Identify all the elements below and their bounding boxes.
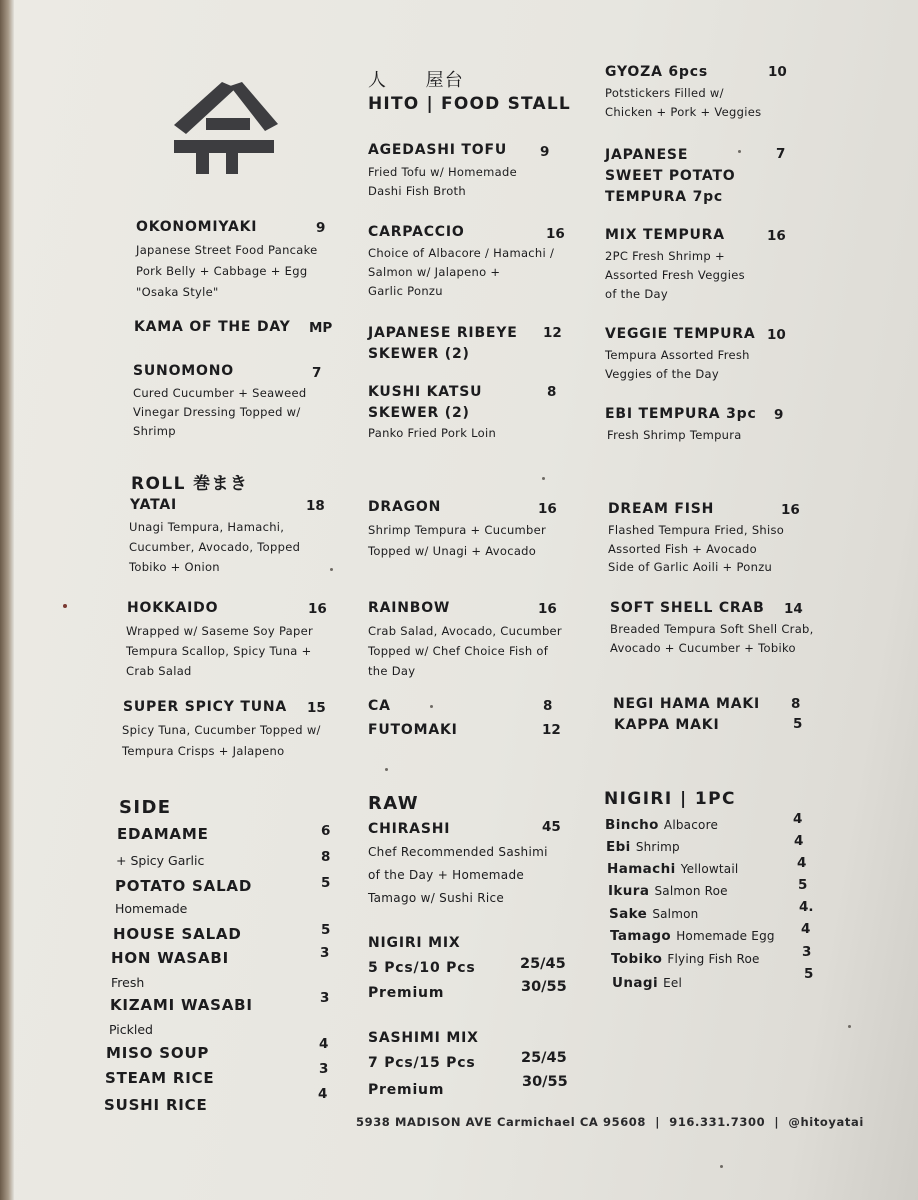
- item-name: DREAM FISH: [608, 501, 715, 517]
- side-item-name: EDAMAME: [117, 825, 209, 843]
- item-price: 16: [546, 226, 565, 242]
- item-desc: Potstickers Filled w/ Chicken + Pork + Veggies: [605, 86, 762, 119]
- item-name: OKONOMIYAKI: [136, 219, 258, 235]
- raw-item-name: NIGIRI MIX: [368, 935, 461, 951]
- raw-row-label: 7 Pcs/15 Pcs: [368, 1055, 476, 1071]
- raw-item-name: CHIRASHI: [368, 821, 451, 837]
- item-price: 16: [767, 228, 786, 244]
- paper-speck: [848, 1025, 851, 1028]
- item-name: CA: [368, 698, 391, 714]
- page-title: HITO | FOOD STALL: [368, 94, 571, 114]
- item-price: 7: [776, 146, 786, 162]
- section-heading-nigiri: NIGIRI | 1PC: [604, 789, 736, 809]
- item-name: AGEDASHI TOFU: [368, 142, 508, 158]
- side-item-price: 3: [319, 1061, 329, 1077]
- nigiri-name: Unagi: [612, 975, 658, 991]
- item-price: 9: [316, 220, 326, 236]
- paper-speck: [430, 705, 433, 708]
- section-heading-roll: ROLL 巻まき: [131, 474, 249, 494]
- item-name: JAPANESE SWEET POTATO TEMPURA 7pc: [605, 147, 736, 205]
- side-item-name: HOUSE SALAD: [113, 925, 242, 943]
- side-item-price: 3: [320, 945, 330, 961]
- raw-row-price: 25/45: [520, 956, 566, 972]
- item-name: SOFT SHELL CRAB: [610, 600, 765, 616]
- item-price: 7: [312, 365, 322, 381]
- side-item-price: 5: [321, 922, 331, 938]
- hito-kanji-logo-icon: [170, 78, 282, 176]
- item-price: 16: [308, 601, 327, 617]
- item-name: MIX TEMPURA: [605, 227, 725, 243]
- nigiri-price: 4: [801, 921, 811, 937]
- item-desc: Tempura Assorted Fresh Veggies of the Day: [605, 348, 750, 381]
- item-price: 8: [547, 384, 557, 400]
- item-name: GYOZA 6pcs: [605, 64, 708, 80]
- nigiri-item: [610, 925, 775, 944]
- item-price: 10: [767, 327, 786, 343]
- nigiri-name: Ebi: [606, 839, 631, 855]
- item-name: KUSHI KATSU SKEWER (2): [368, 384, 483, 421]
- item-price: 8: [791, 696, 801, 712]
- item-price: 16: [781, 502, 800, 518]
- nigiri-desc: Salmon Roe: [654, 884, 728, 898]
- item-name: VEGGIE TEMPURA: [605, 326, 756, 342]
- item-desc: Choice of Albacore / Hamachi / Salmon w/ Jalapeno + Garlic Ponzu: [368, 246, 555, 298]
- nigiri-name: Sake: [609, 906, 648, 922]
- nigiri-desc: Eel: [663, 976, 682, 990]
- raw-item-name: SASHIMI MIX: [368, 1030, 479, 1046]
- side-item-price: 3: [320, 990, 330, 1006]
- nigiri-item: [611, 948, 760, 967]
- item-name: YATAI: [130, 497, 178, 513]
- item-desc: Wrapped w/ Saseme Soy Paper Tempura Scallop, Spicy Tuna + Crab Salad: [126, 624, 314, 678]
- nigiri-price: 4.: [799, 899, 814, 915]
- side-item-name: MISO SOUP: [106, 1044, 210, 1062]
- item-name: CARPACCIO: [368, 224, 465, 240]
- nigiri-price: 4: [793, 811, 803, 827]
- item-name: SUPER SPICY TUNA: [123, 699, 288, 715]
- side-item-sub: Fresh: [111, 975, 145, 990]
- item-price: 12: [542, 722, 561, 738]
- raw-row-label: Premium: [368, 985, 445, 1001]
- item-price: 16: [538, 501, 557, 517]
- item-desc: Japanese Street Food Pancake Pork Belly + Cabbage + Egg "Osaka Style": [136, 243, 318, 299]
- nigiri-item: [609, 903, 698, 922]
- section-heading-raw: RAW: [368, 793, 420, 814]
- raw-row-price: 30/55: [521, 979, 567, 995]
- raw-item-price: 45: [542, 819, 561, 835]
- side-item-name: STEAM RICE: [105, 1069, 215, 1087]
- side-item-name: KIZAMI WASABI: [110, 996, 253, 1014]
- paper-speck: [330, 568, 333, 571]
- photo-edge: [0, 0, 14, 1200]
- nigiri-desc: Shrimp: [635, 840, 680, 854]
- section-heading-side: SIDE: [119, 797, 172, 818]
- paper-speck: [542, 477, 545, 480]
- item-price: 14: [784, 601, 803, 617]
- paper-speck: [720, 1165, 723, 1168]
- paper-speck: [385, 768, 388, 771]
- nigiri-desc: Salmon: [652, 907, 699, 921]
- nigiri-price: 5: [798, 877, 808, 893]
- side-item-sub: Homemade: [115, 901, 188, 916]
- item-desc: Cured Cucumber + Seaweed Vinegar Dressing Topped w/ Shrimp: [133, 386, 307, 438]
- item-price: 16: [538, 601, 557, 617]
- item-desc: Panko Fried Pork Loin: [368, 426, 497, 440]
- item-desc: Unagi Tempura, Hamachi, Cucumber, Avocado, Topped Tobiko + Onion: [129, 520, 301, 574]
- item-price: 8: [543, 698, 553, 714]
- nigiri-desc: Flying Fish Roe: [667, 952, 760, 966]
- item-desc: 2PC Fresh Shrimp + Assorted Fresh Veggies of the Day: [605, 249, 745, 301]
- item-name: HOKKAIDO: [127, 600, 219, 616]
- item-desc: Breaded Tempura Soft Shell Crab, Avocado + Cucumber + Tobiko: [610, 622, 814, 655]
- nigiri-name: Ikura: [608, 883, 650, 899]
- item-desc: Fresh Shrimp Tempura: [607, 428, 742, 442]
- paper-speck: [738, 150, 741, 153]
- raw-row-label: Premium: [368, 1082, 445, 1098]
- item-desc: Flashed Tempura Fried, Shiso Assorted Fish + Avocado Side of Garlic Aoili + Ponzu: [608, 523, 785, 574]
- side-item-price: 4: [319, 1036, 329, 1052]
- item-desc: Fried Tofu w/ Homemade Dashi Fish Broth: [368, 165, 517, 198]
- side-item-sub: Pickled: [109, 1022, 153, 1037]
- footer-address: 5938 MADISON AVE Carmichael CA 95608 | 916.331.7300 | @hitoyatai: [356, 1115, 864, 1129]
- nigiri-desc: Albacore: [663, 818, 719, 832]
- nigiri-desc: Yellowtail: [680, 862, 739, 876]
- paper-speck: [63, 604, 67, 608]
- side-item-name: SUSHI RICE: [104, 1096, 208, 1114]
- item-price: 9: [540, 144, 550, 160]
- item-price: MP: [309, 320, 333, 336]
- jp-title: 人 屋台: [368, 70, 464, 91]
- raw-item-desc: Chef Recommended Sashimi of the Day + Homemade Tamago w/ Sushi Rice: [368, 845, 548, 905]
- raw-row-price: 30/55: [522, 1074, 568, 1090]
- item-price: 12: [543, 325, 562, 341]
- nigiri-desc: Homemade Egg: [676, 929, 775, 943]
- nigiri-name: Tobiko: [611, 951, 663, 967]
- raw-row-label: 5 Pcs/10 Pcs: [368, 960, 476, 976]
- nigiri-item: [608, 880, 728, 899]
- item-name: SUNOMONO: [133, 363, 234, 379]
- nigiri-price: 4: [794, 833, 804, 849]
- item-name: JAPANESE RIBEYE SKEWER (2): [368, 325, 518, 362]
- nigiri-price: 3: [802, 944, 812, 960]
- item-price: 5: [793, 716, 803, 732]
- item-name: KAPPA MAKI: [614, 717, 720, 733]
- item-price: 9: [774, 407, 784, 423]
- item-name: KAMA OF THE DAY: [134, 319, 291, 335]
- nigiri-price: 5: [804, 966, 814, 982]
- item-name: EBI TEMPURA 3pc: [605, 406, 757, 422]
- side-item-price: 4: [318, 1086, 328, 1102]
- item-price: 15: [307, 700, 326, 716]
- nigiri-item: [605, 814, 718, 833]
- nigiri-name: Tamago: [610, 928, 672, 944]
- item-desc: Shrimp Tempura + Cucumber Topped w/ Unagi + Avocado: [368, 523, 547, 558]
- nigiri-name: Hamachi: [607, 861, 676, 877]
- nigiri-item: [606, 836, 680, 855]
- item-desc: Crab Salad, Avocado, Cucumber Topped w/ Chef Choice Fish of the Day: [368, 624, 562, 678]
- side-item-price: 8: [321, 849, 331, 865]
- item-price: 18: [306, 498, 325, 514]
- side-item-price: 6: [321, 823, 331, 839]
- nigiri-item: [612, 972, 682, 991]
- item-name: NEGI HAMA MAKI: [613, 696, 761, 712]
- item-name: RAINBOW: [368, 600, 451, 616]
- side-item-name: POTATO SALAD: [115, 877, 253, 895]
- nigiri-name: Bincho: [605, 817, 659, 833]
- nigiri-price: 4: [797, 855, 807, 871]
- side-item-name: + Spicy Garlic: [116, 853, 205, 868]
- item-name: FUTOMAKI: [368, 722, 458, 738]
- item-name: DRAGON: [368, 499, 442, 515]
- item-desc: Spicy Tuna, Cucumber Topped w/ Tempura Crisps + Jalapeno: [122, 723, 321, 758]
- nigiri-item: [607, 858, 738, 877]
- side-item-name: HON WASABI: [111, 949, 229, 967]
- side-item-price: 5: [321, 875, 331, 891]
- item-price: 10: [768, 64, 787, 80]
- raw-row-price: 25/45: [521, 1050, 567, 1066]
